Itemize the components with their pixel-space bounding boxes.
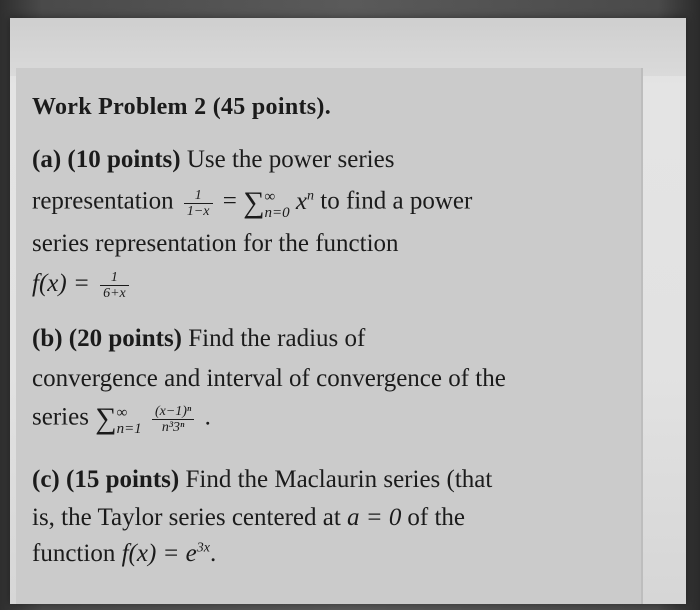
part-c-text-2: is, the Taylor series centered at [32, 504, 341, 531]
equals-sign: = [222, 187, 237, 215]
part-a-line-3: series representation for the function [32, 230, 399, 257]
summation-limits [117, 405, 142, 437]
part-c-line-2 [32, 504, 465, 532]
problem-title: Work Problem 2 (45 points). [32, 94, 331, 120]
term-exponent: n [307, 188, 315, 204]
part-c-text-4: function [32, 540, 116, 567]
fraction-denominator: 6+x [103, 286, 126, 301]
part-c-end-period: . [209, 540, 217, 567]
part-c-text-3: of the [407, 504, 466, 531]
part-b-line-3 [32, 402, 211, 436]
function-exponent: 3x [196, 540, 210, 556]
function-lhs: f(x) = [32, 270, 90, 298]
fraction-denominator: n³3ⁿ [161, 419, 185, 435]
part-b-text-3: series [32, 403, 89, 431]
sum-upper-limit: ∞ [116, 405, 128, 421]
fraction-numerator: 1 [184, 188, 213, 204]
part-a-line-1 [32, 146, 394, 174]
part-c-text-1: Find the Maclaurin series (that [185, 466, 493, 493]
part-b-label: (b) (20 points) [32, 325, 183, 352]
part-c-function [122, 540, 210, 567]
part-b-series-fraction [152, 404, 194, 435]
summation-limits [265, 189, 290, 221]
sum-upper-limit: ∞ [264, 189, 276, 205]
fraction-numerator: (x−1)ⁿ [152, 404, 194, 420]
part-a-function [32, 270, 133, 301]
part-a-text-1: Use the power series [186, 146, 395, 173]
part-b-line-1 [32, 325, 365, 353]
series-term [296, 188, 314, 215]
part-a-fraction-target [100, 270, 129, 301]
part-b-text-1: Find the radius of [188, 325, 366, 352]
sum-lower-limit: n=0 [264, 205, 290, 221]
summation-symbol: ∑ [95, 402, 117, 435]
part-c-condition: a = 0 [347, 504, 402, 531]
part-a-line-2 [32, 186, 472, 220]
part-c-line-1 [32, 466, 492, 494]
part-a-label: (a) (10 points) [32, 146, 181, 173]
part-c-line-3 [32, 540, 216, 568]
function-base: f(x) = e [121, 540, 197, 567]
part-a-fraction-geometric [184, 188, 213, 219]
part-c-label: (c) (15 points) [32, 466, 180, 493]
sum-lower-limit: n=1 [116, 421, 142, 437]
fraction-denominator: 1−x [186, 203, 210, 219]
part-a-text-3: to find a power [320, 187, 473, 215]
part-a-text-2: representation [32, 187, 174, 215]
fraction-numerator: 1 [100, 270, 129, 286]
part-b-line-2: convergence and interval of convergence of the [32, 365, 506, 392]
summation-symbol: ∑ [243, 186, 265, 219]
part-b-end-period: . [204, 403, 211, 431]
term-base: x [295, 187, 308, 215]
